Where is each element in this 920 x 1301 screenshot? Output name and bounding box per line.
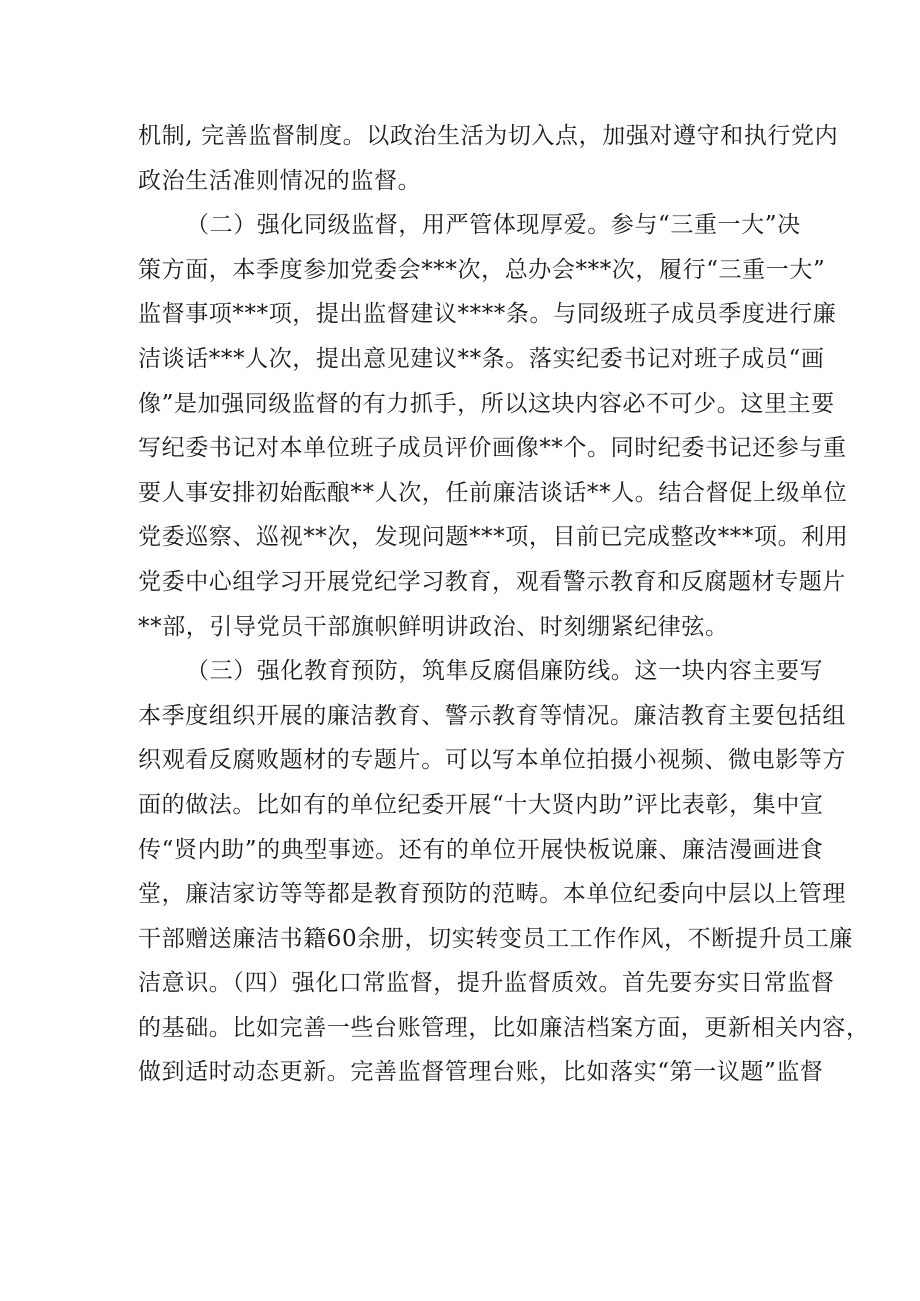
text-line: 党委巡察、巡视**次，发现问题***项，目前已完成整改***项。利用: [138, 524, 849, 551]
text-line: **部，引导党员干部旗帜鲜明讲政治、时刻绷紧纪律弦。: [138, 613, 729, 640]
text-line: 像”是加强同级监督的有力抓手，所以这块内容必不可少。这里主要: [138, 390, 835, 417]
text-line: （二）强化同级监督，用严管体现厚爱。参与“三重一大”决: [186, 212, 801, 239]
text-line: 洁谈话***人次，提出意见建议**条。落实纪委书记对班子成员“画: [138, 345, 825, 372]
text-line: 策方面，本季度参加党委会***次，总办会***次，履行“三重一大”: [138, 256, 826, 283]
text-line: （三）强化教育预防，筑隼反腐倡廉防线。这一块内容主要写: [186, 658, 824, 685]
text-line: 的基础。比如完善一些台账管理，比如廉洁档案方面，更新相关内容，: [138, 1014, 870, 1041]
document-body: [138, 114, 870, 1095]
text-line: 机制, 完善监督制度。以政治生活为切入点，加强对遵守和执行党内: [138, 123, 839, 149]
text-line: 面的做法。比如有的单位纪委开展“十大贤内助”评比表彰，集中宣: [138, 791, 824, 818]
text-line: 写纪委书记对本单位班子成员评价画像**个。同时纪委书记还参与重: [138, 435, 847, 462]
text-line: 堂，廉洁家访等等都是教育预防的范畴。本单位纪委向中层以上管理: [138, 881, 846, 908]
text-line: 党委中心组学习开展党纪学习教育，观看警示教育和反腐题材专题片: [138, 568, 846, 595]
text-line: 本季度组织开展的廉洁教育、警示教育等情况。廉洁教育主要包括组: [138, 702, 846, 729]
text-line: 要人事安排初始酝酿**人次，任前廉洁谈话**人。结合督促上级单位: [138, 479, 848, 506]
text-line: 织观看反腐败题材的专题片。可以写本单位拍摄小视频、微电影等方: [138, 747, 846, 774]
text-line: 洁意识。（四）强化口常监督，提升监督质效。首先要夯实日常监督: [138, 970, 835, 997]
text-line: 政治生活准则情况的监督。: [138, 167, 422, 194]
text-line: 传“贤内助”的典型事迹。还有的单位开展快板说廉、廉洁漫画进食: [138, 836, 824, 863]
text-line: 干部赠送廉洁书籍60余册，切实转变员工工作作风，不断提升员工廉: [138, 925, 853, 952]
text-line: 监督事项***项，提出监督建议****条。与同级班子成员季度进行廉: [138, 301, 837, 328]
text-line: 做到适时动态更新。完善监督管理台账，比如落实“第一议题”监督: [138, 1059, 824, 1086]
